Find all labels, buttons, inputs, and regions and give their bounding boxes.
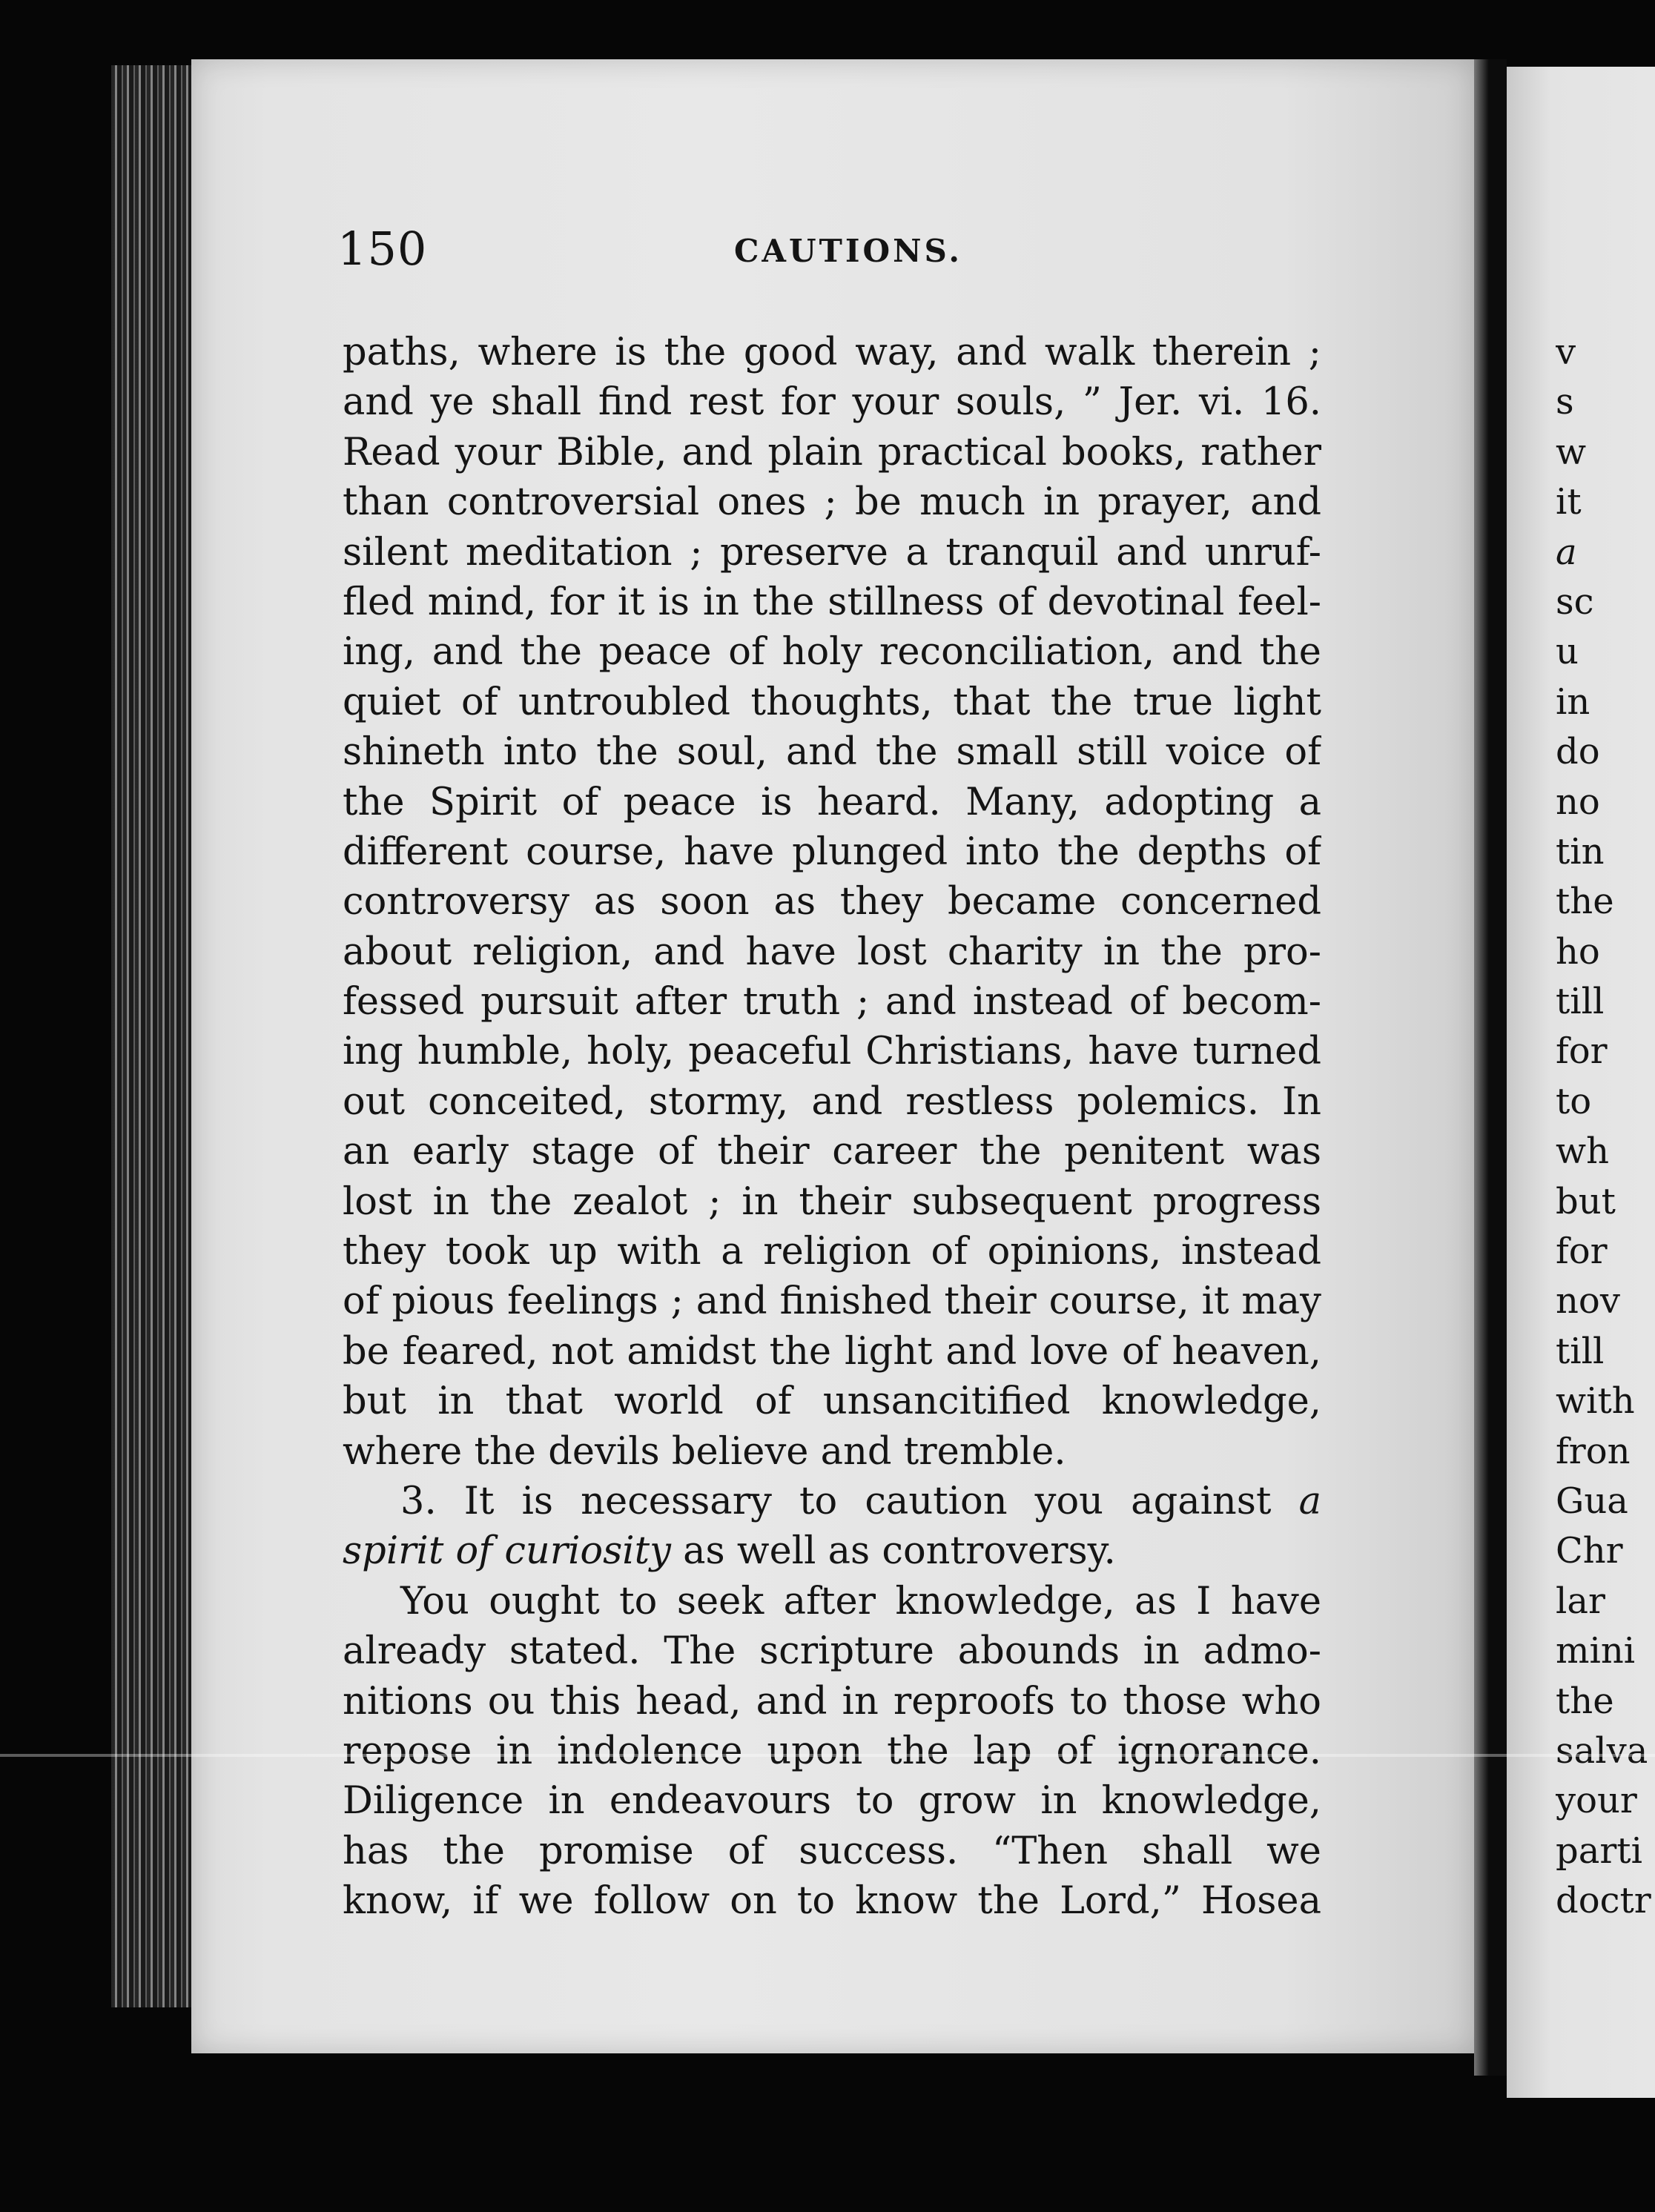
facing-line: wh bbox=[1556, 1130, 1609, 1173]
facing-line: v bbox=[1556, 331, 1576, 373]
facing-line: ho bbox=[1556, 930, 1600, 973]
facing-line: your bbox=[1556, 1780, 1637, 1822]
text-line: shineth into the soul, and the small still voice of bbox=[343, 730, 1321, 775]
facing-line: a bbox=[1556, 531, 1577, 573]
text-line: nitions ou this head, and in reproofs to those who bbox=[343, 1679, 1321, 1723]
facing-line: u bbox=[1556, 631, 1579, 673]
facing-line: in bbox=[1556, 681, 1590, 723]
text-line: ing humble, holy, peaceful Christians, have turned bbox=[343, 1030, 1321, 1074]
facing-page-text bbox=[1556, 328, 1655, 1927]
facing-line: nov bbox=[1556, 1280, 1620, 1322]
facing-line: lar bbox=[1556, 1580, 1605, 1622]
facing-line: but bbox=[1556, 1180, 1616, 1222]
text-line: ing, and the peace of holy reconciliation, and the bbox=[343, 630, 1321, 675]
facing-line: with bbox=[1556, 1380, 1635, 1423]
page-gutter bbox=[1474, 59, 1507, 2076]
text-line: paths, where is the good way, and walk therein ; bbox=[343, 331, 1321, 374]
text-line: silent meditation ; preserve a tranquil and unruf- bbox=[343, 530, 1321, 574]
section-3-lead: 3. It is necessary to caution you against bbox=[400, 1479, 1272, 1523]
text-line: where the devils believe and tremble. bbox=[343, 1429, 1066, 1474]
facing-line: Gua bbox=[1556, 1480, 1628, 1522]
facing-line: doctr bbox=[1556, 1880, 1651, 1922]
text-line: quiet of untroubled thoughts, that the true light bbox=[343, 680, 1321, 724]
text-line: fessed pursuit after truth ; and instead of becom- bbox=[343, 980, 1321, 1024]
text-line: fled mind, for it is in the stillness of devotinal feel- bbox=[343, 580, 1321, 624]
facing-line: the bbox=[1556, 1680, 1614, 1722]
facing-line: for bbox=[1556, 1231, 1608, 1273]
page-number: 150 bbox=[337, 222, 428, 276]
text-line: has the promise of success. “Then shall we bbox=[343, 1829, 1321, 1873]
text-line: an early stage of their career the penitent was bbox=[343, 1130, 1321, 1174]
section-3-italic-a: a bbox=[1298, 1479, 1321, 1523]
facing-line: the bbox=[1556, 881, 1614, 923]
text-line: they took up with a religion of opinions, instead bbox=[343, 1230, 1321, 1274]
facing-line: no bbox=[1556, 781, 1600, 823]
facing-line: it bbox=[1556, 481, 1582, 523]
running-head: CAUTIONS. bbox=[734, 233, 962, 269]
facing-line: tin bbox=[1556, 830, 1605, 872]
facing-line: Chr bbox=[1556, 1530, 1623, 1572]
text-line: the Spirit of peace is heard. Many, adopting a bbox=[343, 780, 1321, 824]
text-line: repose in indolence upon the lap of ignorance. bbox=[343, 1729, 1321, 1773]
text-line: You ought to seek after knowledge, as I have bbox=[400, 1579, 1321, 1623]
facing-line: for bbox=[1556, 1030, 1608, 1073]
text-line: controversy as soon as they became concerned bbox=[343, 880, 1321, 924]
section-3-rest: as well as controversy. bbox=[683, 1529, 1116, 1574]
facing-line: do bbox=[1556, 731, 1600, 773]
text-line: of pious feelings ; and finished their course, it may bbox=[343, 1279, 1321, 1324]
text-line: but in that world of unsancitified knowledge, bbox=[343, 1380, 1321, 1424]
body-text bbox=[343, 328, 1321, 1927]
facing-line: till bbox=[1556, 1330, 1605, 1372]
text-line: out conceited, stormy, and restless polemics. In bbox=[343, 1079, 1321, 1124]
text-line: already stated. The scripture abounds in admo- bbox=[343, 1629, 1321, 1674]
book-edge bbox=[111, 65, 200, 2007]
facing-line: till bbox=[1556, 981, 1605, 1023]
text-line: know, if we follow on to know the Lord,” Hosea bbox=[343, 1879, 1321, 1924]
text-line: and ye shall find rest for your souls, ” Jer. vi. 16. bbox=[343, 380, 1321, 425]
text-line: lost in the zealot ; in their subsequent progress bbox=[343, 1179, 1321, 1224]
scan-artifact-line bbox=[0, 1754, 1655, 1757]
facing-line: salva bbox=[1556, 1729, 1648, 1772]
facing-line: sc bbox=[1556, 580, 1594, 623]
facing-line: to bbox=[1556, 1080, 1592, 1122]
text-line: different course, have plunged into the depths of bbox=[343, 830, 1321, 874]
section-3-line-2 bbox=[343, 1526, 1321, 1576]
facing-line: mini bbox=[1556, 1630, 1636, 1672]
text-line: than controversial ones ; be much in prayer, and bbox=[343, 480, 1321, 525]
facing-line: s bbox=[1556, 381, 1574, 423]
facing-line: fron bbox=[1556, 1430, 1631, 1472]
facing-line: parti bbox=[1556, 1829, 1642, 1872]
text-line: Read your Bible, and plain practical books, rather bbox=[343, 430, 1321, 474]
section-3-emphasis: spirit of curiosity bbox=[343, 1529, 671, 1574]
text-line: Diligence in endeavours to grow in knowledge, bbox=[343, 1779, 1321, 1824]
facing-line: w bbox=[1556, 431, 1587, 473]
text-line: be feared, not amidst the light and love of heaven, bbox=[343, 1329, 1321, 1374]
section-3-line-1 bbox=[343, 1477, 1321, 1526]
text-line: about religion, and have lost charity in the pro- bbox=[343, 930, 1321, 974]
